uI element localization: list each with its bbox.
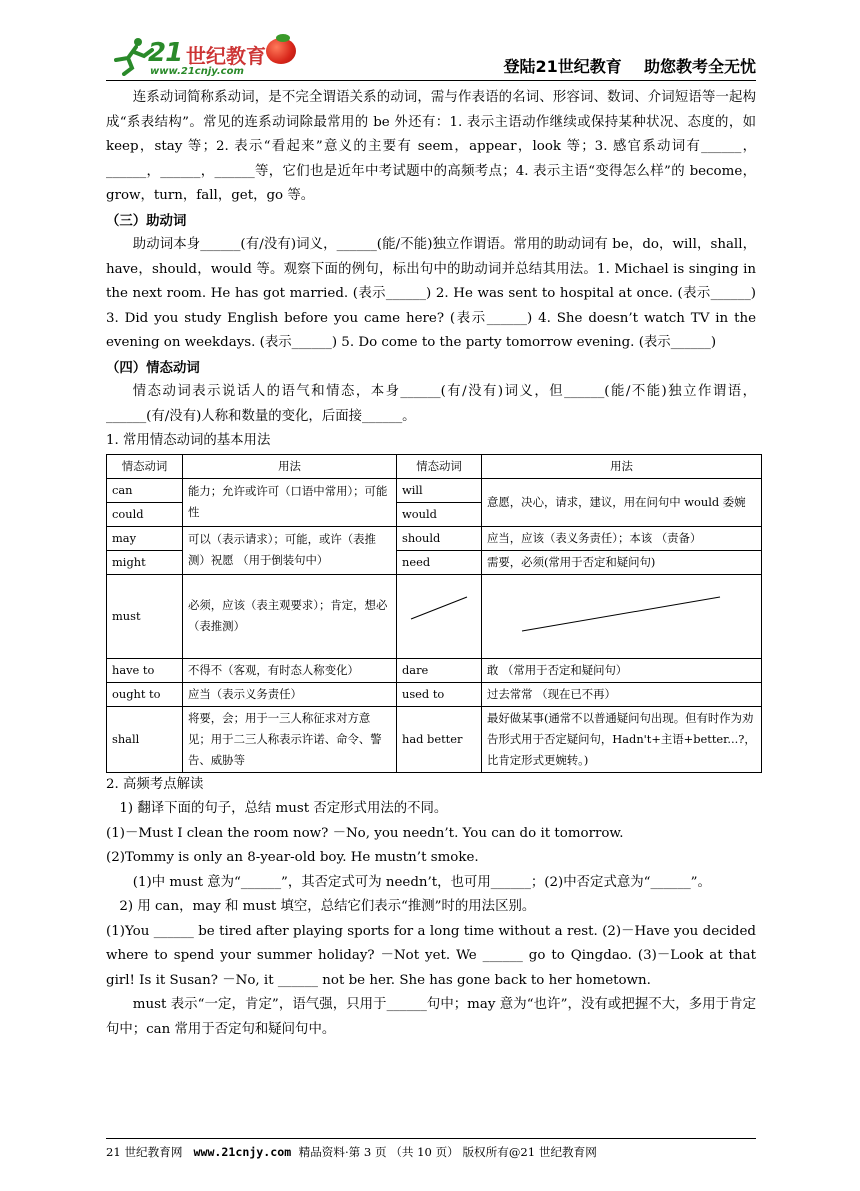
key-points-title: 2. 高频考点解读	[106, 776, 204, 792]
usage-can: 能力；允许或许可（口语中常用）；可能性	[183, 478, 397, 526]
header-divider	[106, 80, 756, 81]
section-4-subtitle: 1. 常用情态动词的基本用法	[106, 433, 271, 448]
empty-slash-cell	[397, 574, 482, 658]
page-header	[106, 22, 756, 80]
verb-should: should	[397, 526, 482, 550]
footer-url[interactable]: www.21cnjy.com	[193, 1145, 292, 1159]
table-row	[107, 526, 762, 550]
question-1-sentence-a: (1)－Must I clean the room now? －No, you needn’t. You can do it tomorrow.	[106, 825, 624, 841]
table-row	[107, 574, 762, 658]
slash-line	[482, 583, 754, 643]
question-2-sentences: (1)You ______ be tired after playing sports for a long time without a rest. (2)－Have you decided where to spend your summer holiday? －Not yet. We ______ go to Qingdao. (3)－Look at that girl! Is it Susan? －No, it ______ not be her. She has gone back to her hometown.	[106, 923, 756, 988]
modal-verbs-table	[106, 454, 762, 773]
usage-will: 意愿，决心，请求，建议，用在问句中 would 委婉	[482, 478, 762, 526]
section-4-title: （四）情态动词	[106, 359, 200, 376]
verb-used-to: used to	[397, 682, 482, 706]
usage-dare: 敢 （常用于否定和疑问句）	[482, 658, 762, 682]
question-1-sentence-b: (2)Tommy is only an 8-year-old boy. He mustn’t smoke.	[106, 850, 479, 865]
section-3-text: 助动词本身______(有/没有)词义，______(能/不能)独立作谓语。常用的助动词有 be，do，will，shall，have，should，would 等。观察下面的例句，标出句中的助动词并总结其用法。1. Michael is singing in the next room. He has got married. (表示______) 2. He was sent to hospital at once. (表示______) 3. Did you study English before you came here? (表示______) 4. She doesn’t watch TV in the evening on weekdays. (表示______) 5. Do come to the party tomorrow evening. (表示______)	[106, 237, 756, 350]
header-slogan: 登陆21世纪教育 助您教考全无忧	[503, 57, 756, 76]
page-footer	[106, 1138, 756, 1160]
usage-shall: 将要，会；用于一三人称征求对方意见；用于二三人称表示许诺、命令、警告、威胁等	[183, 706, 397, 772]
verb-may: may	[107, 526, 183, 550]
leaf-icon	[276, 34, 290, 42]
table-header: 情态动词	[397, 454, 482, 478]
usage-may: 可以（表示请求）；可能，或许（表推测）祝愿 （用于倒装句中）	[183, 526, 397, 574]
table-header: 用法	[183, 454, 397, 478]
verb-had-better: had better	[397, 706, 482, 772]
table-header-row	[107, 454, 762, 478]
section-4-text: 情态动词表示说话人的语气和情态，本身______(有/没有)词义，但______(能/不能)独立作谓语，______(有/没有)人称和数量的变化，后面接______。	[106, 384, 756, 424]
footer-info: 精品资料·第 3 页 （共 10 页） 版权所有@21 世纪教育网	[298, 1145, 597, 1159]
footer-site: 21 世纪教育网	[106, 1145, 183, 1159]
question-2-summary: must 表示“一定，肯定”，语气强，只用于______句中；may 意为“也许”，没有或把握不大，多用于肯定句中；can 常用于否定句和疑问句中。	[106, 997, 756, 1037]
question-1: 1) 翻译下面的句子，总结 must 否定形式用法的不同。	[119, 801, 448, 816]
verb-will: will	[397, 478, 482, 502]
slash-line	[397, 583, 481, 643]
page-content	[106, 86, 756, 1042]
verb-might: might	[107, 550, 183, 574]
verb-dare: dare	[397, 658, 482, 682]
usage-ought-to: 应当（表示义务责任）	[183, 682, 397, 706]
intro-paragraph: 连系动词简称系动词，是不完全谓语关系的动词，需与作表语的名词、形容词、数词、介词短语等一起构成“系表结构”。常见的连系动词除最常用的 be 外还有：1. 表示主语动作继续或保持某种状况、态度的，如 keep，stay 等；2. 表示“看起来”意义的主要有 seem，appear，look 等；3. 感官系动词有______，______，______，______等，它们也是近年中考试题中的高频考点；4. 表示主语“变得怎么样”的 become，grow，turn，fall，get，go 等。	[106, 90, 756, 203]
logo-text: 世纪教育	[186, 44, 266, 68]
verb-ought-to: ought to	[107, 682, 183, 706]
section-3-title: （三）助动词	[106, 212, 187, 229]
table-row	[107, 478, 762, 502]
verb-have-to: have to	[107, 658, 183, 682]
table-row	[107, 658, 762, 682]
empty-slash-cell	[482, 574, 762, 658]
verb-can: can	[107, 478, 183, 502]
site-logo[interactable]	[106, 32, 316, 78]
verb-shall: shall	[107, 706, 183, 772]
usage-used-to: 过去常常 （现在已不再）	[482, 682, 762, 706]
verb-would: would	[397, 502, 482, 526]
logo-number: 21	[148, 38, 183, 68]
usage-had-better: 最好做某事(通常不以普通疑问句出现。但有时作为劝告形式用于否定疑问句，Hadn't+主语+better...?，比肯定形式更婉转。)	[482, 706, 762, 772]
usage-need: 需要，必须(常用于否定和疑问句)	[482, 550, 762, 574]
verb-must: must	[107, 574, 183, 658]
question-1-summary: (1)中 must 意为“______”，其否定式可为 needn’t，也可用______；(2)中否定式意为“______”。	[132, 874, 711, 890]
verb-could: could	[107, 502, 183, 526]
usage-must: 必须，应该（表主观要求）；肯定，想必（表推测）	[183, 574, 397, 658]
usage-have-to: 不得不（客观，有时态人称变化）	[183, 658, 397, 682]
table-header: 情态动词	[107, 454, 183, 478]
table-row	[107, 682, 762, 706]
verb-need: need	[397, 550, 482, 574]
logo-url: www.21cnjy.com	[150, 66, 244, 77]
usage-should: 应当，应该（表义务责任）；本该 （责备）	[482, 526, 762, 550]
question-2: 2) 用 can，may 和 must 填空，总结它们表示“推测”时的用法区别。	[119, 899, 536, 914]
table-row	[107, 706, 762, 772]
table-header: 用法	[482, 454, 762, 478]
